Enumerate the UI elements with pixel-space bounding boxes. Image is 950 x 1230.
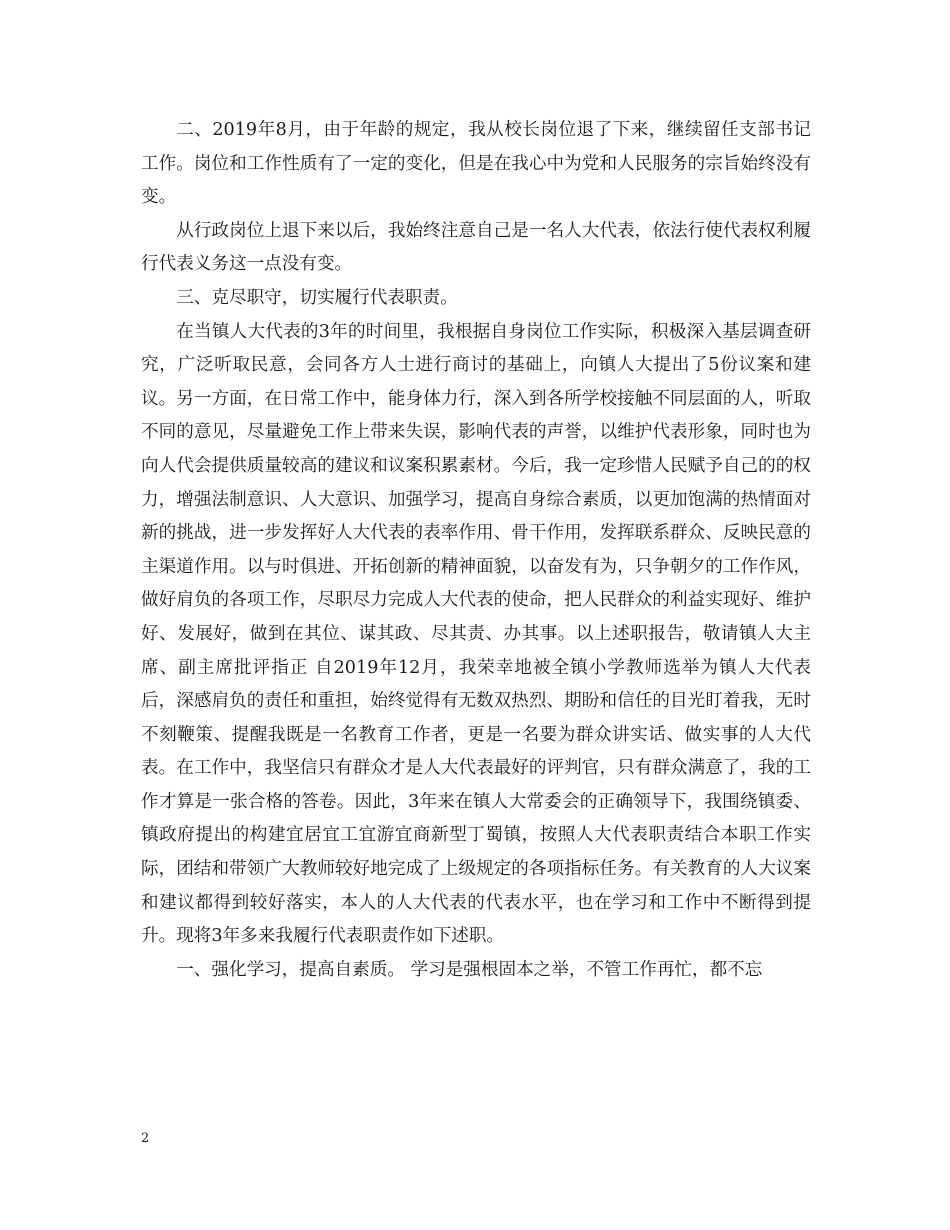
paragraph-study-heading: 一、强化学习，提高自素质。 学习是强根固本之举，不管工作再忙，都不忘 bbox=[176, 959, 763, 980]
document-body bbox=[141, 114, 811, 987]
paragraph-representative-duty: 从行政岗位上退下来以后，我始终注意自己是一名人大代表，依法行使代表权利履行代表义务这一点没有变。 bbox=[141, 220, 811, 275]
paragraph-main-report: 在当镇人大代表的3年的时间里，我根据自身岗位工作实际，积极深入基层调查研究，广泛听取民意，会同各方人士进行商讨的基础上，向镇人大提出了5份议案和建议。另一方面，在日常工作中，能身体力行，深入到各所学校接触不同层面的人，听取不同的意见，尽量避免工作上带来失误，影响代表的声誉，以维护代表形象，同时也为向人代会提供质量较高的建议和议案积累素材。今后，我一定珍惜人民赋予自己的的权力，增强法制意识、人大意识、加强学习，提高自身综合素质，以更加饱满的热情面对新的挑战，进一步发挥好人大代表的表率作用、骨干作用，发挥联系群众、反映民意的主渠道作用。以与时俱进、开拓创新的精神面貌，以奋发有为，只争朝夕的工作作风，做好肩负的各项工作，尽职尽力完成人大代表的使命，把人民群众的利益实现好、维护好、发展好，做到在其位、谋其政、尽其责、办其事。以上述职报告，敬请镇人大主席、副主席批评指正 自2019年12月，我荣幸地被全镇小学教师选举为镇人大代表后，深感肩负的责任和重担，始终觉得有无数双热烈、期盼和信任的目光盯着我，无时不刻鞭策、提醒我既是一名教育工作者，更是一名要为群众讲实话、做实事的人大代表。在工作中，我坚信只有群众才是人大代表最好的评判官，只有群众满意了，我的工作才算是一张合格的答卷。因此，3年来在镇人大常委会的正确领导下，我围绕镇委、镇政府提出的构建宜居宜工宜游宜商新型丁蜀镇，按照人大代表职责结合本职工作实际，团结和带领广大教师较好地完成了上级规定的各项指标任务。有关教育的人大议案和建议都得到较好落实，本人的人大代表的代表水平，也在学习和工作中不断得到提升。现将3年多来我履行代表职责作如下述职。 bbox=[141, 321, 811, 947]
paragraph-retirement: 二、2019年8月，由于年龄的规定，我从校长岗位退了下来，继续留任支部书记工作。岗位和工作性质有了一定的变化，但是在我心中为党和人民服务的宗旨始终没有变。 bbox=[141, 120, 811, 208]
page-number: 2 bbox=[141, 1131, 150, 1146]
paragraph-section-heading: 三、克尽职守，切实履行代表职责。 bbox=[176, 287, 458, 308]
